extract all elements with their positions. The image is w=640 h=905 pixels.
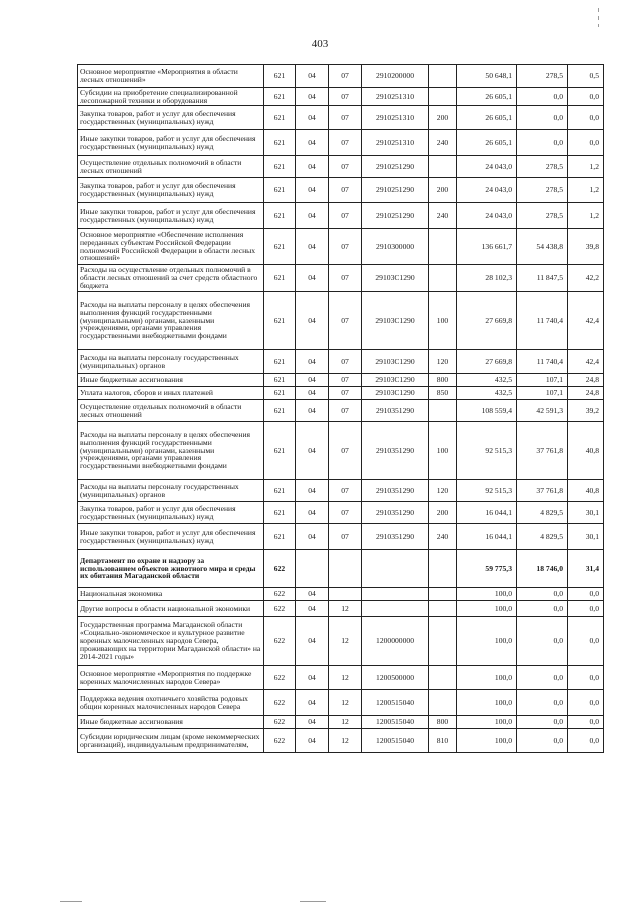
row-cell: 07 xyxy=(329,387,362,400)
row-cell: 100,0 xyxy=(457,716,517,729)
row-cell xyxy=(429,666,457,690)
row-cell: 04 xyxy=(296,178,329,203)
row-cell: 04 xyxy=(296,374,329,387)
row-cell xyxy=(429,400,457,422)
row-cell xyxy=(296,550,329,588)
row-cell: 24 043,0 xyxy=(457,178,517,203)
row-name: Осуществление отдельных полномочий в области лесных отношений xyxy=(78,156,264,178)
row-cell: 04 xyxy=(296,350,329,374)
row-name: Субсидии юридическим лицам (кроме некоммерческих организаций), индивидуальным предпринимателям, xyxy=(78,729,264,753)
table-row xyxy=(78,588,604,601)
row-cell: 240 xyxy=(429,203,457,229)
row-cell: 42,4 xyxy=(568,292,604,350)
row-name: Иные закупки товаров, работ и услуг для обеспечения государственных (муниципальных) нужд xyxy=(78,203,264,229)
row-cell: 2910251290 xyxy=(362,178,429,203)
row-cell: 107,1 xyxy=(517,374,568,387)
row-name: Закупка товаров, работ и услуг для обеспечения государственных (муниципальных) нужд xyxy=(78,178,264,203)
row-cell: 278,5 xyxy=(517,65,568,88)
table-row xyxy=(78,502,604,524)
row-cell: 2910351290 xyxy=(362,422,429,480)
row-cell: 278,5 xyxy=(517,178,568,203)
row-cell: 16 044,1 xyxy=(457,524,517,550)
row-cell: 622 xyxy=(264,729,296,753)
row-cell: 0,0 xyxy=(568,716,604,729)
row-cell: 0,0 xyxy=(517,130,568,156)
row-cell: 2910251290 xyxy=(362,203,429,229)
row-cell: 622 xyxy=(264,550,296,588)
row-cell: 4 829,5 xyxy=(517,524,568,550)
row-cell: 40,8 xyxy=(568,480,604,502)
row-cell: 622 xyxy=(264,588,296,601)
row-cell: 11 740,4 xyxy=(517,292,568,350)
row-cell: 621 xyxy=(264,106,296,130)
table-row xyxy=(78,387,604,400)
row-cell: 800 xyxy=(429,374,457,387)
row-cell: 28 102,3 xyxy=(457,265,517,292)
row-cell xyxy=(362,588,429,601)
row-cell: 07 xyxy=(329,156,362,178)
row-cell: 2910351290 xyxy=(362,480,429,502)
row-cell: 1,2 xyxy=(568,203,604,229)
row-name: Расходы на осуществление отдельных полномочий в области лесных отношений за счет средств областного бюджета xyxy=(78,265,264,292)
row-cell: 2910300000 xyxy=(362,229,429,265)
row-cell: 1200515040 xyxy=(362,716,429,729)
row-cell: 278,5 xyxy=(517,156,568,178)
row-cell: 04 xyxy=(296,716,329,729)
row-cell: 200 xyxy=(429,502,457,524)
row-cell: 2910251310 xyxy=(362,130,429,156)
scan-mark xyxy=(60,901,82,902)
row-cell: 621 xyxy=(264,65,296,88)
row-cell: 621 xyxy=(264,387,296,400)
row-cell xyxy=(429,550,457,588)
row-name: Субсидии на приобретение специализированной лесопожарной техники и оборудования xyxy=(78,88,264,106)
table-row xyxy=(78,729,604,753)
row-cell: 2910251290 xyxy=(362,156,429,178)
row-cell xyxy=(429,690,457,716)
row-cell: 0,0 xyxy=(568,666,604,690)
row-cell: 0,0 xyxy=(517,106,568,130)
row-cell: 37 761,8 xyxy=(517,480,568,502)
row-name: Иные закупки товаров, работ и услуг для обеспечения государственных (муниципальных) нужд xyxy=(78,524,264,550)
row-cell: 621 xyxy=(264,480,296,502)
row-cell: 432,5 xyxy=(457,374,517,387)
row-cell: 100,0 xyxy=(457,729,517,753)
row-name: Национальная экономика xyxy=(78,588,264,601)
row-cell: 26 605,1 xyxy=(457,130,517,156)
row-cell: 04 xyxy=(296,729,329,753)
row-cell: 1200515040 xyxy=(362,729,429,753)
row-cell: 04 xyxy=(296,480,329,502)
row-cell: 621 xyxy=(264,422,296,480)
row-cell: 16 044,1 xyxy=(457,502,517,524)
row-cell: 1200000000 xyxy=(362,617,429,666)
row-cell: 0,0 xyxy=(517,666,568,690)
row-cell: 07 xyxy=(329,130,362,156)
row-cell: 0,0 xyxy=(568,729,604,753)
row-name: Основное мероприятие «Мероприятия в области лесных отношений» xyxy=(78,65,264,88)
row-cell: 39,2 xyxy=(568,400,604,422)
row-cell: 0,0 xyxy=(517,588,568,601)
row-name: Иные бюджетные ассигнования xyxy=(78,716,264,729)
row-cell: 92 515,3 xyxy=(457,480,517,502)
row-cell: 432,5 xyxy=(457,387,517,400)
row-name: Уплата налогов, сборов и иных платежей xyxy=(78,387,264,400)
row-cell: 12 xyxy=(329,729,362,753)
row-cell: 12 xyxy=(329,716,362,729)
row-cell: 100,0 xyxy=(457,601,517,617)
row-cell: 04 xyxy=(296,666,329,690)
table-row xyxy=(78,690,604,716)
row-cell: 07 xyxy=(329,422,362,480)
row-cell: 621 xyxy=(264,400,296,422)
row-cell: 04 xyxy=(296,387,329,400)
row-cell: 54 438,8 xyxy=(517,229,568,265)
row-name: Департамент по охране и надзору за использованием объектов животного мира и среды их обитания Магаданской области xyxy=(78,550,264,588)
row-cell: 11 847,5 xyxy=(517,265,568,292)
row-cell: 621 xyxy=(264,502,296,524)
table-row xyxy=(78,666,604,690)
row-cell: 12 xyxy=(329,601,362,617)
row-cell: 240 xyxy=(429,524,457,550)
row-cell: 1200500000 xyxy=(362,666,429,690)
row-cell: 1,2 xyxy=(568,178,604,203)
row-cell xyxy=(362,601,429,617)
table-row xyxy=(78,65,604,88)
row-name: Иные бюджетные ассигнования xyxy=(78,374,264,387)
row-cell: 92 515,3 xyxy=(457,422,517,480)
row-cell: 0,0 xyxy=(517,88,568,106)
row-cell: 04 xyxy=(296,422,329,480)
table-row xyxy=(78,88,604,106)
row-name: Расходы на выплаты персоналу государственных (муниципальных) органов xyxy=(78,480,264,502)
row-cell: 621 xyxy=(264,88,296,106)
row-cell: 2910351290 xyxy=(362,400,429,422)
row-cell: 04 xyxy=(296,400,329,422)
row-cell: 621 xyxy=(264,292,296,350)
row-cell: 850 xyxy=(429,387,457,400)
row-cell: 07 xyxy=(329,292,362,350)
row-cell: 100 xyxy=(429,422,457,480)
table-row xyxy=(78,178,604,203)
row-cell: 2910251310 xyxy=(362,88,429,106)
row-cell: 0,0 xyxy=(568,88,604,106)
row-cell: 07 xyxy=(329,106,362,130)
row-cell: 04 xyxy=(296,502,329,524)
row-cell: 07 xyxy=(329,524,362,550)
row-cell: 04 xyxy=(296,292,329,350)
row-cell: 59 775,3 xyxy=(457,550,517,588)
row-cell: 0,0 xyxy=(517,729,568,753)
table-row xyxy=(78,374,604,387)
row-cell: 24,8 xyxy=(568,387,604,400)
table-row xyxy=(78,422,604,480)
page-number: 403 xyxy=(311,38,329,50)
row-cell: 240 xyxy=(429,130,457,156)
row-cell: 622 xyxy=(264,617,296,666)
row-cell xyxy=(429,265,457,292)
row-cell: 621 xyxy=(264,374,296,387)
row-cell: 810 xyxy=(429,729,457,753)
row-cell: 18 746,0 xyxy=(517,550,568,588)
row-cell: 1,2 xyxy=(568,156,604,178)
row-cell: 278,5 xyxy=(517,203,568,229)
row-cell: 621 xyxy=(264,130,296,156)
row-cell: 07 xyxy=(329,88,362,106)
row-cell: 800 xyxy=(429,716,457,729)
table-row xyxy=(78,480,604,502)
row-cell: 622 xyxy=(264,601,296,617)
row-cell: 100,0 xyxy=(457,588,517,601)
row-cell: 0,0 xyxy=(517,716,568,729)
row-cell xyxy=(429,617,457,666)
row-cell: 107,1 xyxy=(517,387,568,400)
table-body xyxy=(78,65,604,753)
row-cell: 07 xyxy=(329,178,362,203)
row-cell: 04 xyxy=(296,156,329,178)
row-cell: 621 xyxy=(264,265,296,292)
row-cell xyxy=(429,65,457,88)
row-cell: 622 xyxy=(264,716,296,729)
row-cell: 12 xyxy=(329,690,362,716)
row-cell: 2910251310 xyxy=(362,106,429,130)
row-name: Закупка товаров, работ и услуг для обеспечения государственных (муниципальных) нужд xyxy=(78,106,264,130)
row-cell: 07 xyxy=(329,374,362,387)
row-cell: 0,0 xyxy=(568,106,604,130)
row-name: Государственная программа Магаданской области «Социально-экономическое и культурное развитие коренных малочисленных народов Севера, проживающих на территории Магаданской области» на 2014-2021 годы» xyxy=(78,617,264,666)
table-row xyxy=(78,400,604,422)
row-name: Закупка товаров, работ и услуг для обеспечения государственных (муниципальных) нужд xyxy=(78,502,264,524)
row-cell: 24,8 xyxy=(568,374,604,387)
row-cell: 42,4 xyxy=(568,350,604,374)
row-cell: 04 xyxy=(296,690,329,716)
scan-mark xyxy=(598,8,599,12)
row-cell: 04 xyxy=(296,617,329,666)
table-row xyxy=(78,130,604,156)
row-cell: 100,0 xyxy=(457,690,517,716)
table-row xyxy=(78,265,604,292)
row-cell: 621 xyxy=(264,156,296,178)
row-cell xyxy=(362,550,429,588)
row-cell: 04 xyxy=(296,229,329,265)
scan-mark xyxy=(598,16,599,20)
table-row xyxy=(78,106,604,130)
row-cell: 108 559,4 xyxy=(457,400,517,422)
row-cell xyxy=(429,601,457,617)
row-name: Осуществление отдельных полномочий в области лесных отношений xyxy=(78,400,264,422)
row-cell: 04 xyxy=(296,130,329,156)
row-cell: 100,0 xyxy=(457,617,517,666)
scan-mark xyxy=(598,24,599,27)
row-cell: 07 xyxy=(329,229,362,265)
row-cell xyxy=(429,229,457,265)
row-cell: 50 648,1 xyxy=(457,65,517,88)
row-cell: 04 xyxy=(296,88,329,106)
table-row xyxy=(78,292,604,350)
row-cell: 04 xyxy=(296,265,329,292)
row-cell: 07 xyxy=(329,65,362,88)
row-cell: 04 xyxy=(296,106,329,130)
row-cell: 120 xyxy=(429,350,457,374)
table-row xyxy=(78,229,604,265)
scan-mark xyxy=(300,901,326,902)
row-cell: 621 xyxy=(264,350,296,374)
row-cell xyxy=(429,156,457,178)
row-cell: 2910351290 xyxy=(362,502,429,524)
row-cell: 07 xyxy=(329,350,362,374)
row-cell xyxy=(329,588,362,601)
row-cell: 29103С1290 xyxy=(362,350,429,374)
table-row xyxy=(78,350,604,374)
row-cell: 0,0 xyxy=(568,588,604,601)
row-name: Расходы на выплаты персоналу государственных (муниципальных) органов xyxy=(78,350,264,374)
row-cell: 0,0 xyxy=(568,690,604,716)
row-cell: 42,2 xyxy=(568,265,604,292)
row-cell: 0,5 xyxy=(568,65,604,88)
row-cell: 07 xyxy=(329,203,362,229)
row-cell: 27 669,8 xyxy=(457,292,517,350)
row-cell: 42 591,3 xyxy=(517,400,568,422)
table-row xyxy=(78,203,604,229)
row-cell: 0,0 xyxy=(568,130,604,156)
row-cell: 26 605,1 xyxy=(457,88,517,106)
row-cell: 12 xyxy=(329,617,362,666)
row-name: Расходы на выплаты персоналу в целях обеспечения выполнения функций государственными (муниципальными) органами, казенными учреждениями, органами управления государственными внебюджетными фондами xyxy=(78,292,264,350)
row-cell: 29103С1290 xyxy=(362,387,429,400)
row-cell: 622 xyxy=(264,690,296,716)
row-cell: 04 xyxy=(296,65,329,88)
row-name: Расходы на выплаты персоналу в целях обеспечения выполнения функций государственными (муниципальными) органами, казенными учреждениями, органами управления государственными внебюджетными фондами xyxy=(78,422,264,480)
row-cell: 622 xyxy=(264,666,296,690)
row-name: Иные закупки товаров, работ и услуг для обеспечения государственных (муниципальных) нужд xyxy=(78,130,264,156)
row-name: Основное мероприятие «Мероприятия по поддержке коренных малочисленных народов Севера» xyxy=(78,666,264,690)
row-cell: 37 761,8 xyxy=(517,422,568,480)
row-cell: 0,0 xyxy=(517,690,568,716)
table-row xyxy=(78,601,604,617)
row-cell: 04 xyxy=(296,601,329,617)
row-cell: 24 043,0 xyxy=(457,203,517,229)
row-cell: 0,0 xyxy=(517,601,568,617)
row-cell: 136 661,7 xyxy=(457,229,517,265)
row-cell: 30,1 xyxy=(568,502,604,524)
row-cell: 200 xyxy=(429,178,457,203)
row-cell: 0,0 xyxy=(568,601,604,617)
row-cell: 30,1 xyxy=(568,524,604,550)
row-name: Поддержка ведения охотничьего хозяйства родовых общин коренных малочисленных народов Севера xyxy=(78,690,264,716)
row-cell: 31,4 xyxy=(568,550,604,588)
row-cell: 29103С1290 xyxy=(362,374,429,387)
table-row xyxy=(78,716,604,729)
row-cell: 12 xyxy=(329,666,362,690)
row-cell xyxy=(329,550,362,588)
row-cell: 04 xyxy=(296,588,329,601)
row-cell: 120 xyxy=(429,480,457,502)
row-cell: 0,0 xyxy=(568,617,604,666)
row-cell: 07 xyxy=(329,400,362,422)
row-cell: 621 xyxy=(264,524,296,550)
row-cell: 1200515040 xyxy=(362,690,429,716)
row-cell: 2910200000 xyxy=(362,65,429,88)
row-cell: 07 xyxy=(329,480,362,502)
budget-table xyxy=(77,64,604,753)
table-row xyxy=(78,524,604,550)
row-cell: 100,0 xyxy=(457,666,517,690)
row-cell xyxy=(429,588,457,601)
row-cell: 07 xyxy=(329,265,362,292)
row-cell: 04 xyxy=(296,524,329,550)
row-cell: 26 605,1 xyxy=(457,106,517,130)
row-cell: 29103С1290 xyxy=(362,265,429,292)
row-cell: 621 xyxy=(264,229,296,265)
row-name: Основное мероприятие «Обеспечение исполнения переданных субъектам Российской Федерации полномочий Российской Федерации в области лесных отношений» xyxy=(78,229,264,265)
row-cell: 11 740,4 xyxy=(517,350,568,374)
row-cell: 27 669,8 xyxy=(457,350,517,374)
row-cell: 2910351290 xyxy=(362,524,429,550)
row-cell: 4 829,5 xyxy=(517,502,568,524)
row-cell: 621 xyxy=(264,178,296,203)
row-cell: 40,8 xyxy=(568,422,604,480)
table-row xyxy=(78,550,604,588)
row-cell: 100 xyxy=(429,292,457,350)
row-cell: 39,8 xyxy=(568,229,604,265)
row-name: Другие вопросы в области национальной экономики xyxy=(78,601,264,617)
row-cell: 200 xyxy=(429,106,457,130)
row-cell xyxy=(429,88,457,106)
row-cell: 0,0 xyxy=(517,617,568,666)
row-cell: 621 xyxy=(264,203,296,229)
row-cell: 04 xyxy=(296,203,329,229)
row-cell: 29103С1290 xyxy=(362,292,429,350)
table-row xyxy=(78,156,604,178)
table-row xyxy=(78,617,604,666)
row-cell: 07 xyxy=(329,502,362,524)
row-cell: 24 043,0 xyxy=(457,156,517,178)
